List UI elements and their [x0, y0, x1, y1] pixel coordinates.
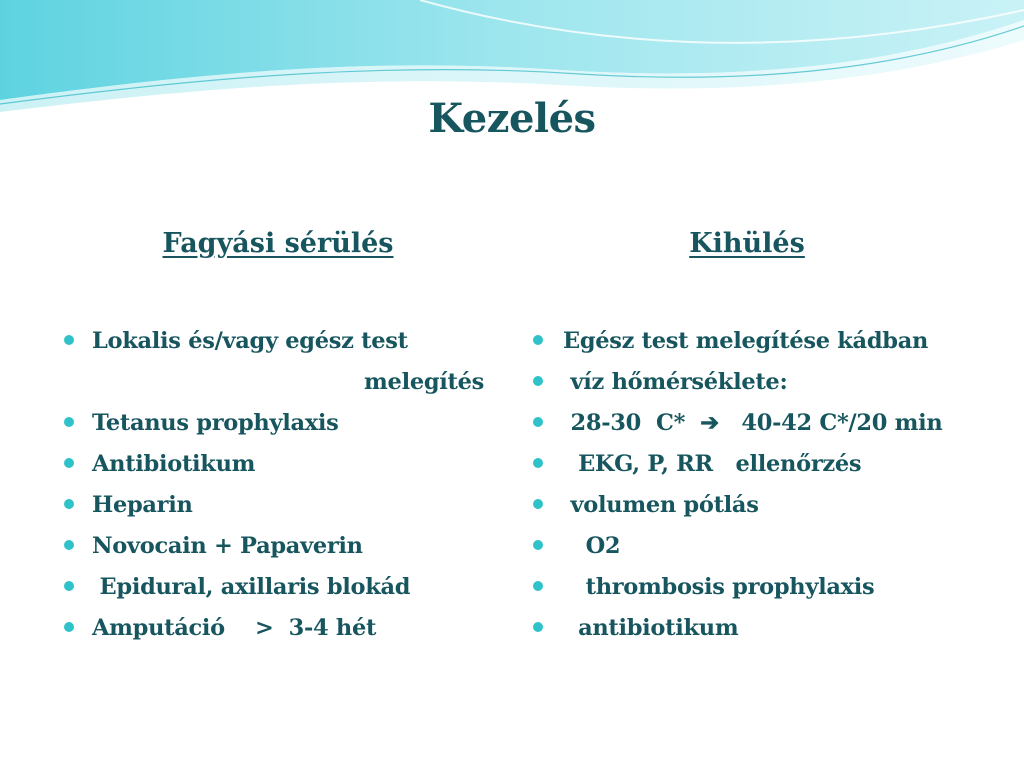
bullet-icon: [533, 540, 543, 550]
list-item: O2: [533, 526, 1003, 567]
bullet-icon: [64, 540, 74, 550]
list-item: Egész test melegítése kádban: [533, 321, 1003, 362]
bullet-icon: [533, 499, 543, 509]
list-item-continuation: melegítés: [364, 369, 484, 395]
list-item: Novocain + Papaverin: [64, 526, 484, 567]
bullet-icon: [533, 581, 543, 591]
right-bullet-list: [533, 321, 1003, 649]
list-item: Antibiotikum: [64, 444, 484, 485]
left-column-heading: Fagyási sérülés: [162, 228, 394, 259]
list-item: Lokalis és/vagy egész test: [64, 321, 484, 362]
list-item: 28-30 C* ➔ 40-42 C*/20 min: [533, 403, 1003, 444]
bullet-icon: [533, 622, 543, 632]
bullet-icon: [64, 417, 74, 427]
bullet-icon: [64, 622, 74, 632]
list-item: antibiotikum: [533, 608, 1003, 649]
list-item: volumen pótlás: [533, 485, 1003, 526]
bullet-icon: [533, 458, 543, 468]
bullet-icon: [64, 458, 74, 468]
list-item: Amputáció > 3-4 hét: [64, 608, 484, 649]
bullet-icon: [64, 335, 74, 345]
list-item: víz hőmérséklete:: [533, 362, 1003, 403]
list-item: EKG, P, RR ellenőrzés: [533, 444, 1003, 485]
bullet-icon: [64, 581, 74, 591]
left-bullet-list: [64, 321, 484, 649]
list-item: Tetanus prophylaxis: [64, 403, 484, 444]
slide-title: Kezelés: [428, 95, 596, 142]
bullet-icon: [533, 376, 543, 386]
list-item: Heparin: [64, 485, 484, 526]
bullet-icon: [533, 335, 543, 345]
right-column-heading: Kihülés: [689, 228, 805, 259]
bullet-icon: [64, 499, 74, 509]
list-item: thrombosis prophylaxis: [533, 567, 1003, 608]
list-item: Epidural, axillaris blokád: [64, 567, 484, 608]
bullet-icon: [533, 417, 543, 427]
